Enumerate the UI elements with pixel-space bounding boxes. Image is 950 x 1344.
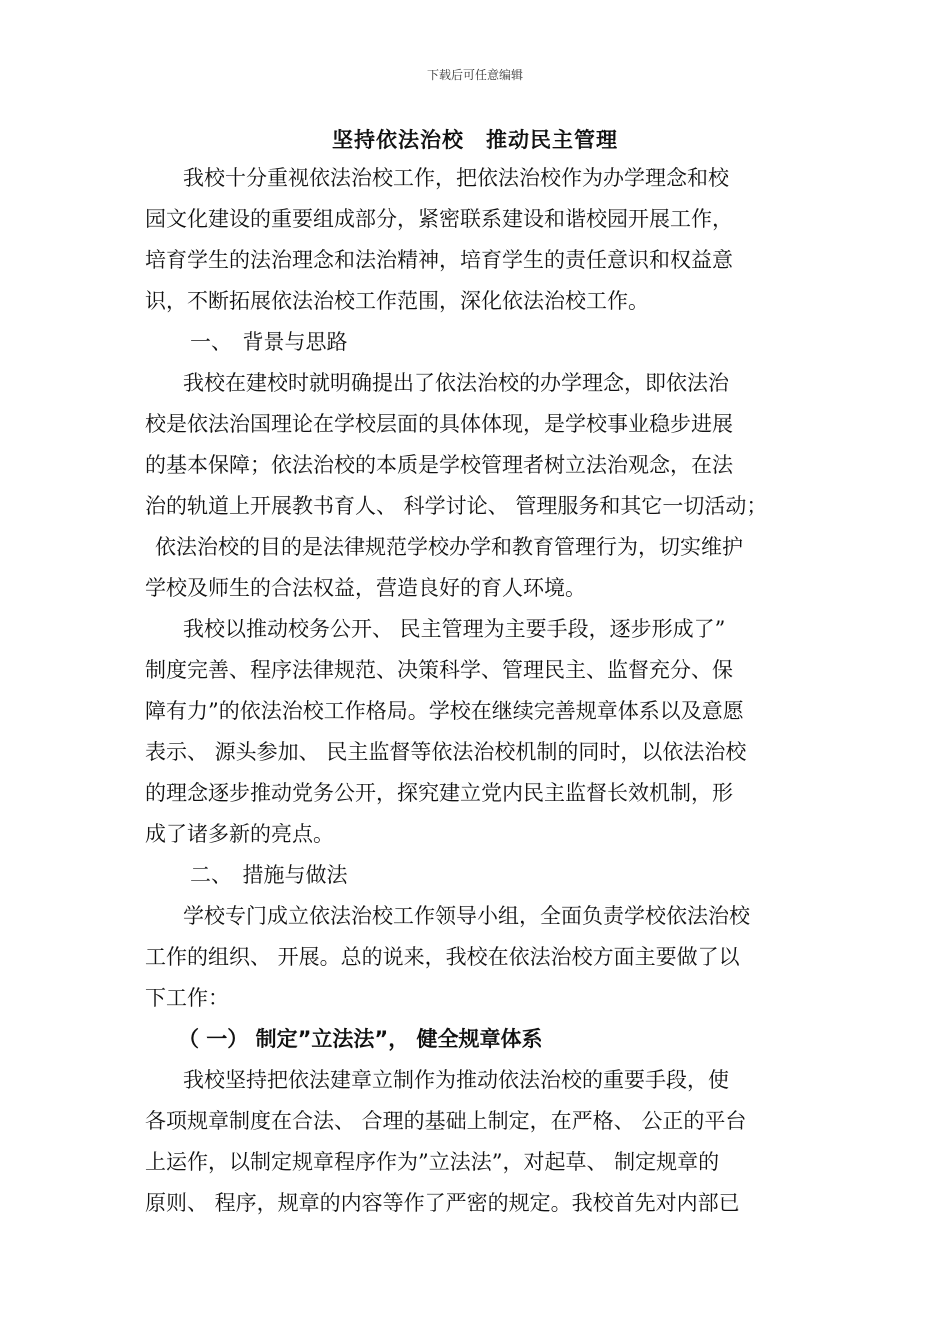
body-line: 我校以推动校务公开、 民主管理为主要手段，逐步形成了”: [183, 617, 726, 641]
section-heading: 一、 背景与思路: [190, 330, 348, 354]
body-line: 表示、 源头参加、 民主监督等依法治校机制的同时，以依法治校: [145, 740, 747, 764]
header-note: 下载后可任意编辑: [426, 68, 523, 82]
body-line: 下工作：: [145, 986, 229, 1010]
document-title: 坚持依法治校 推动民主管理: [332, 128, 618, 152]
body-line: 识，不断拓展依法治校工作范围，深化依法治校工作。: [145, 289, 649, 313]
body-line: 治的轨道上开展教书育人、 科学讨论、 管理服务和其它一切活动；: [145, 494, 768, 518]
section-heading: 二、 措施与做法: [190, 863, 348, 887]
body-line: 学校及师生的合法权益，营造良好的育人环境。: [145, 576, 586, 600]
body-line: 我校十分重视依法治校工作，把依法治校作为办学理念和校: [183, 166, 729, 190]
body-line: 原则、 程序，规章的内容等作了严密的规定。我校首先对内部已: [145, 1191, 740, 1215]
body-line: 成了诸多新的亮点。: [145, 822, 334, 846]
body-line: 工作的组织、 开展。总的说来，我校在依法治校方面主要做了以: [145, 945, 740, 969]
body-line: 我校在建校时就明确提出了依法治校的办学理念，即依法治: [183, 371, 729, 395]
subsection-heading: （ 一） 制定”立法法”， 健全规章体系: [178, 1027, 543, 1051]
body-line: 上运作，以制定规章程序作为”立法法”，对起草、 制定规章的: [145, 1150, 720, 1174]
body-line: 我校坚持把依法建章立制作为推动依法治校的重要手段，使: [183, 1068, 729, 1092]
body-line: 校是依法治国理论在学校层面的具体体现，是学校事业稳步进展: [145, 412, 733, 436]
body-line: 园文化建设的重要组成部分，紧密联系建设和谐校园开展工作，: [145, 207, 733, 231]
body-line: 制度完善、程序法律规范、决策科学、管理民主、监督充分、保: [145, 658, 733, 682]
body-line: 障有力”的依法治校工作格局。学校在继续完善规章体系以及意愿: [145, 699, 744, 723]
body-line: 培育学生的法治理念和法治精神，培育学生的责任意识和权益意: [145, 248, 733, 272]
body-line: 依法治校的目的是法律规范学校办学和教育管理行为，切实维护: [155, 535, 743, 559]
body-line: 各项规章制度在合法、 合理的基础上制定，在严格、 公正的平台: [145, 1109, 747, 1133]
body-line: 的基本保障；依法治校的本质是学校管理者树立法治观念，在法: [145, 453, 733, 477]
body-line: 的理念逐步推动党务公开，探究建立党内民主监督长效机制，形: [145, 781, 733, 805]
body-line: 学校专门成立依法治校工作领导小组，全面负责学校依法治校: [183, 904, 750, 928]
